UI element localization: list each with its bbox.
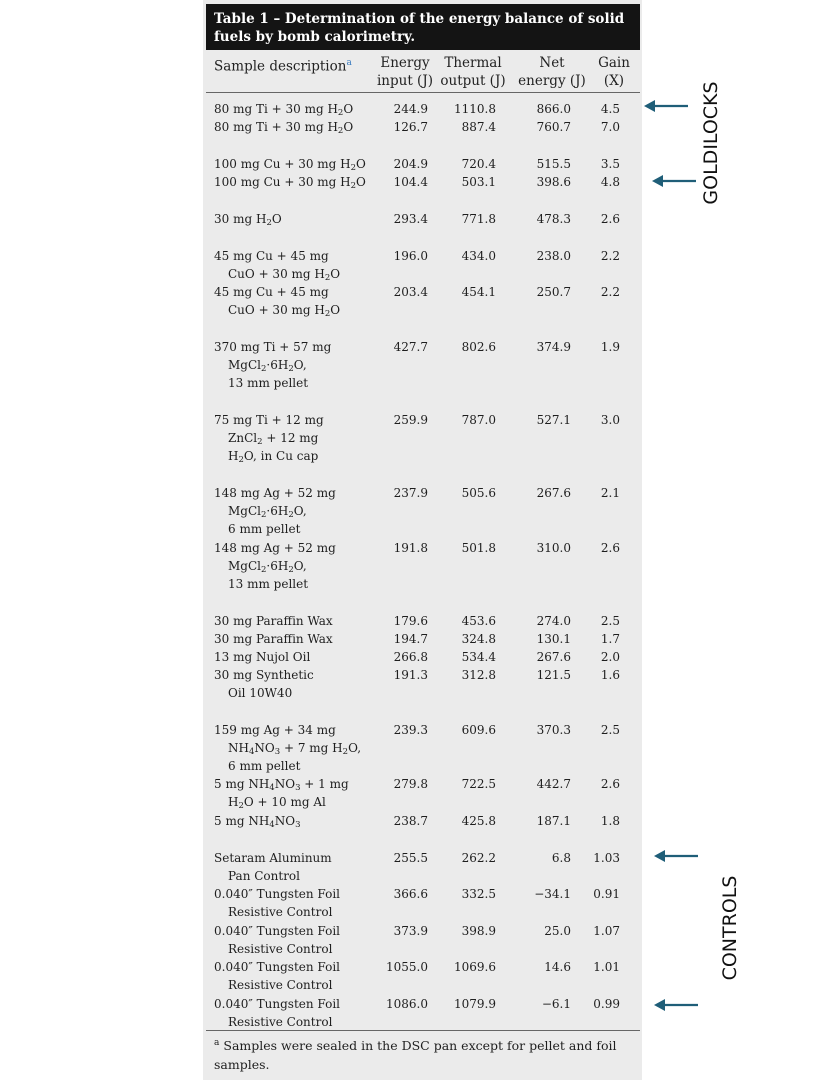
row-2-gain: 7.0 [600,120,620,134]
row-16-net-energy: 370.3 [536,723,571,737]
row-8-gain: 1.9 [600,340,620,354]
row-11-net-energy: 310.0 [536,541,571,555]
row-8-thermal-output: 802.6 [461,340,496,354]
row-20-net-energy: −34.1 [534,887,571,901]
row-23-energy-input: 1086.0 [386,997,428,1011]
row-21-thermal-output: 398.9 [461,924,496,938]
row-7-net-energy: 250.7 [536,285,571,299]
controls-arrow-1-icon [654,850,698,862]
row-5-net-energy: 478.3 [536,212,571,226]
row-9-energy-input: 259.9 [393,413,428,427]
row-1-thermal-output: 1110.8 [454,102,496,116]
goldilocks-arrow-2-icon [652,175,696,187]
row-9-thermal-output: 787.0 [461,413,496,427]
row-12-net-energy: 274.0 [536,614,571,628]
row-23-net-energy: −6.1 [541,997,571,1011]
row-11-thermal-output: 501.8 [461,541,496,555]
row-18-thermal-output: 425.8 [461,814,496,828]
row-18-energy-input: 238.7 [393,814,428,828]
row-21-gain: 1.07 [593,924,620,938]
row-12-description: 30 mg Paraffin Wax [214,614,333,628]
row-9-gain: 3.0 [600,413,620,427]
column-header-energy-input: Energy input (J) [376,55,433,89]
row-17-thermal-output: 722.5 [461,777,496,791]
column-header-sample-description: Sample description$^a$ [214,58,352,75]
row-15-net-energy: 121.5 [536,668,571,682]
row-3-thermal-output: 720.4 [461,157,496,171]
row-5-energy-input: 293.4 [393,212,428,226]
controls-label: CONTROLS [719,875,741,981]
row-16-thermal-output: 609.6 [461,723,496,737]
row-19-description: Setaram Aluminum Pan Control [214,851,332,884]
row-14-energy-input: 266.8 [393,650,428,664]
column-header-net-energy: Net energy (J) [518,55,586,89]
column-header-gain: Gain (X) [598,55,630,89]
row-22-net-energy: 14.6 [544,960,571,974]
row-16-description: 159 mg Ag + 34 mg $NH_4NO_3 + 7$ mg $H_2O$, 6 mm pellet [214,723,362,774]
row-7-energy-input: 203.4 [393,285,428,299]
row-8-energy-input: 427.7 [393,340,428,354]
row-10-gain: 2.1 [600,486,620,500]
row-12-energy-input: 179.6 [393,614,428,628]
row-19-thermal-output: 262.2 [461,851,496,865]
row-23-description: 0.040″ Tungsten Foil Resistive Control [214,997,340,1030]
row-14-thermal-output: 534.4 [461,650,496,664]
row-23-thermal-output: 1079.9 [454,997,496,1011]
row-12-thermal-output: 453.6 [461,614,496,628]
row-4-energy-input: 104.4 [393,175,428,189]
row-19-net-energy: 6.8 [551,851,571,865]
row-21-net-energy: 25.0 [544,924,571,938]
footnote-mark: a [214,1037,220,1048]
row-22-description: 0.040″ Tungsten Foil Resistive Control [214,960,340,993]
row-17-net-energy: 442.7 [536,777,571,791]
row-19-gain: 1.03 [593,851,620,865]
row-5-gain: 2.6 [600,212,620,226]
row-13-description: 30 mg Paraffin Wax [214,632,333,646]
row-11-description: 148 mg Ag + 52 mg $MgCl_2\cdot 6H_2O$, 13 mm pellet [214,541,336,592]
row-6-net-energy: 238.0 [536,249,571,263]
row-16-gain: 2.5 [600,723,620,737]
row-20-energy-input: 366.6 [393,887,428,901]
row-13-energy-input: 194.7 [393,632,428,646]
row-18-gain: 1.8 [600,814,620,828]
row-4-net-energy: 398.6 [536,175,571,189]
row-8-net-energy: 374.9 [536,340,571,354]
row-18-net-energy: 187.1 [536,814,571,828]
row-21-energy-input: 373.9 [393,924,428,938]
table-title: Table 1 – Determination of the energy balance of solid fuels by bomb calorimetry. [214,11,625,45]
row-10-description: 148 mg Ag + 52 mg $MgCl_2\cdot 6H_2O$, 6 mm pellet [214,486,336,537]
row-20-thermal-output: 332.5 [461,887,496,901]
row-12-gain: 2.5 [600,614,620,628]
row-7-description: 45 mg Cu + 45 mg CuO + 30 mg $H_2O$ [214,285,341,320]
row-10-net-energy: 267.6 [536,486,571,500]
row-13-gain: 1.7 [600,632,620,646]
row-3-net-energy: 515.5 [536,157,571,171]
table-footnote [214,1036,634,1074]
row-5-thermal-output: 771.8 [461,212,496,226]
row-3-description: 100 mg Cu + 30 mg $H_2O$ [214,157,366,173]
row-20-gain: 0.91 [593,887,620,901]
row-13-net-energy: 130.1 [536,632,571,646]
row-14-net-energy: 267.6 [536,650,571,664]
row-4-thermal-output: 503.1 [461,175,496,189]
row-1-energy-input: 244.9 [393,102,428,116]
row-4-gain: 4.8 [600,175,620,189]
row-23-gain: 0.99 [593,997,620,1011]
row-14-description: 13 mg Nujol Oil [214,650,311,664]
row-20-description: 0.040″ Tungsten Foil Resistive Control [214,887,340,920]
row-3-gain: 3.5 [600,157,620,171]
goldilocks-arrow-1-icon [644,100,688,112]
row-17-description: 5 mg $NH_4NO_3 + 1$ mg $H_2O + 10$ mg Al [214,777,349,812]
row-5-description: 30 mg $H_2O$ [214,212,282,228]
row-2-thermal-output: 887.4 [461,120,496,134]
column-header-thermal-output: Thermal output (J) [440,55,506,89]
row-15-description: 30 mg Synthetic Oil 10W40 [214,668,314,701]
row-18-description: 5 mg $NH_4NO_3$ [214,814,301,830]
row-1-net-energy: 866.0 [536,102,571,116]
row-7-thermal-output: 454.1 [461,285,496,299]
row-9-net-energy: 527.1 [536,413,571,427]
row-2-energy-input: 126.7 [393,120,428,134]
row-22-gain: 1.01 [593,960,620,974]
row-19-energy-input: 255.5 [393,851,428,865]
row-6-thermal-output: 434.0 [461,249,496,263]
row-16-energy-input: 239.3 [393,723,428,737]
row-17-gain: 2.6 [600,777,620,791]
row-1-gain: 4.5 [600,102,620,116]
row-3-energy-input: 204.9 [393,157,428,171]
row-15-gain: 1.6 [600,668,620,682]
row-14-gain: 2.0 [600,650,620,664]
footnote-text: Samples were sealed in the DSC pan except for pellet and foil samples. [214,1038,617,1072]
row-8-description: 370 mg Ti + 57 mg $MgCl_2\cdot 6H_2O$, 13 mm pellet [214,340,332,391]
row-21-description: 0.040″ Tungsten Foil Resistive Control [214,924,340,957]
row-17-energy-input: 279.8 [393,777,428,791]
row-22-thermal-output: 1069.6 [454,960,496,974]
row-22-energy-input: 1055.0 [386,960,428,974]
row-11-energy-input: 191.8 [393,541,428,555]
footer-rule [206,1030,640,1031]
controls-arrow-2-icon [654,999,698,1011]
row-10-thermal-output: 505.6 [461,486,496,500]
row-15-thermal-output: 312.8 [461,668,496,682]
row-1-description: 80 mg Ti + 30 mg $H_2O$ [214,102,354,118]
row-4-description: 100 mg Cu + 30 mg $H_2O$ [214,175,366,191]
row-15-energy-input: 191.3 [393,668,428,682]
row-10-energy-input: 237.9 [393,486,428,500]
row-11-gain: 2.6 [600,541,620,555]
row-2-description: 80 mg Ti + 30 mg $H_2O$ [214,120,354,136]
row-6-description: 45 mg Cu + 45 mg CuO + 30 mg $H_2O$ [214,249,341,284]
header-rule [206,92,640,93]
row-7-gain: 2.2 [600,285,620,299]
row-6-energy-input: 196.0 [393,249,428,263]
goldilocks-label: GOLDILOCKS [700,81,722,205]
row-13-thermal-output: 324.8 [461,632,496,646]
row-6-gain: 2.2 [600,249,620,263]
row-9-description: 75 mg Ti + 12 mg ZnCl$_2$ + 12 mg $H_2O$, in Cu cap [214,413,324,466]
row-2-net-energy: 760.7 [536,120,571,134]
